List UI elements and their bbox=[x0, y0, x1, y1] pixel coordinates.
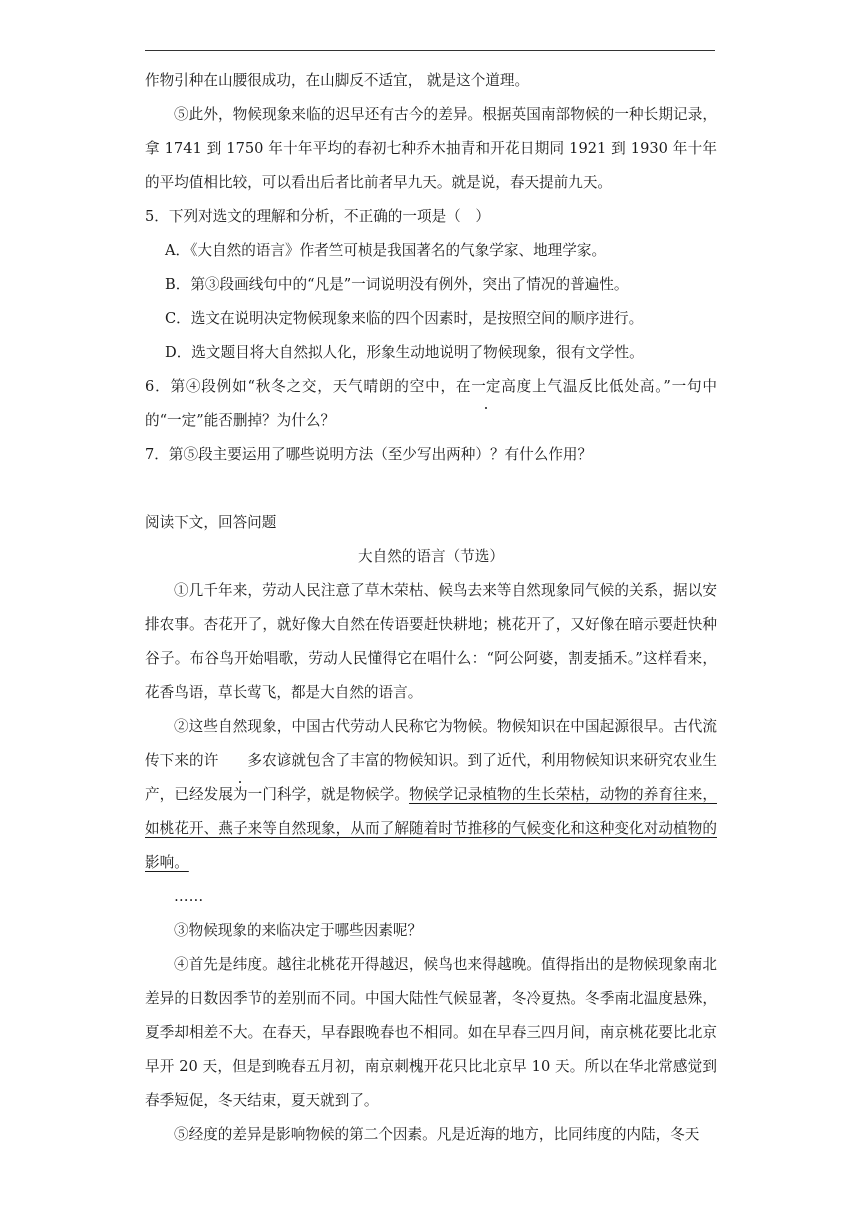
reading-ellipsis: …… bbox=[174, 888, 204, 905]
reading-paragraph-2-emphasis-word: 多 bbox=[218, 744, 262, 778]
reading-paragraph-2 bbox=[145, 710, 717, 880]
section-gap bbox=[145, 472, 717, 506]
passage-continued-line: 作物引种在山腰很成功，在山脚反不适宜， 就是这个道理。 bbox=[145, 72, 530, 89]
question-5-option-a: A．《大自然的语言》作者竺可桢是我国著名的气象学家、地理学家。 bbox=[165, 242, 607, 259]
question-5-option-c: C．选文在说明决定物候现象来临的四个因素时，是按照空间的顺序进行。 bbox=[165, 310, 644, 327]
reading-instruction: 阅读下文，回答问题 bbox=[145, 514, 277, 531]
header-rule bbox=[145, 50, 715, 51]
reading-paragraph-3: ③物候现象的来临决定于哪些因素呢？ bbox=[174, 922, 423, 939]
reading-paragraph-4: ④首先是纬度。越往北桃花开得越迟，候鸟也来得越晚。值得指出的是物候现象南北差异的日数因季节的差别而不同。中国大陆性气候显著，冬冷夏热。冬季南北温度悬殊，夏季却相差不大。在春天，早春跟晚春也不相同。如在早春三四月间，南京桃花要比北京早开 20 天，但是到晚春五月初，南京刺槐开花只比北京早 10 天。所以在华北常感觉到春季短促，冬天结束，夏天就到了。 bbox=[145, 956, 717, 1109]
question-5-option-b: B．第③段画线句中的“凡是”一词说明没有例外，突出了情况的普遍性。 bbox=[165, 276, 629, 293]
reading-paragraph-1: ①几千年来，劳动人民注意了草木荣枯、候鸟去来等自然现象同气候的关系，据以安排农事。杏花开了，就好像大自然在传语要赶快耕地；桃花开了，又好像在暗示要赶快种谷子。布谷鸟开始唱歌，劳动人民懂得它在唱什么：“阿公阿婆，割麦插禾。”这样看来，花香鸟语，草长莺飞，都是大自然的语言。 bbox=[145, 582, 717, 701]
question-6-emphasis-word: 一定 bbox=[471, 370, 500, 404]
reading-paragraph-2-text-before: ②这些自然现象，中国古代劳动人民称它为物候。物候知识在中国起源很早。古代流传下来的许 bbox=[145, 718, 717, 769]
question-6-text-after: 高度上气温反比低处高。”一句中的“一定”能否删掉？为什么？ bbox=[145, 378, 717, 429]
reading-paragraph-2-text-mid: 农谚就包含了丰富的物候知识。到了近代，利用物候知识来研究农业生产，已经发展为一门科学，就是物候学。 bbox=[145, 752, 717, 803]
reading-paragraph-2-underlined-sentence: 物候学记录植物的生长荣枯，动物的养育往来，如桃花开、燕子来等自然现象，从而了解随着时节推移的气候变化和这种变化对动植物的影响。 bbox=[145, 786, 717, 871]
passage-paragraph-5: ⑤此外，物候现象来临的迟早还有古今的差异。根据英国南部物候的一种长期记录，拿 1741 到 1750 年十年平均的春初七种乔木抽青和开花日期同 1921 到 1930 年十年的平均值相比较，可以看出后者比前者早九天。就是说，春天提前九天。 bbox=[145, 106, 717, 191]
question-6 bbox=[145, 370, 717, 438]
question-5-stem: 5．下列对选文的理解和分析，不正确的一项是（ ） bbox=[145, 208, 490, 225]
document-page bbox=[145, 64, 717, 1152]
question-5-option-d: D．选文题目将大自然拟人化，形象生动地说明了物候现象，很有文学性。 bbox=[165, 344, 644, 361]
question-6-text-before: 6．第④段例如“秋冬之交，天气晴朗的空中，在 bbox=[145, 378, 472, 395]
reading-title: 大自然的语言（节选） bbox=[358, 548, 504, 565]
question-7: 7．第⑤段主要运用了哪些说明方法（至少写出两种）？有什么作用？ bbox=[145, 446, 593, 463]
reading-paragraph-5: ⑤经度的差异是影响物候的第二个因素。凡是近海的地方，比同纬度的内陆，冬天 bbox=[174, 1126, 700, 1143]
